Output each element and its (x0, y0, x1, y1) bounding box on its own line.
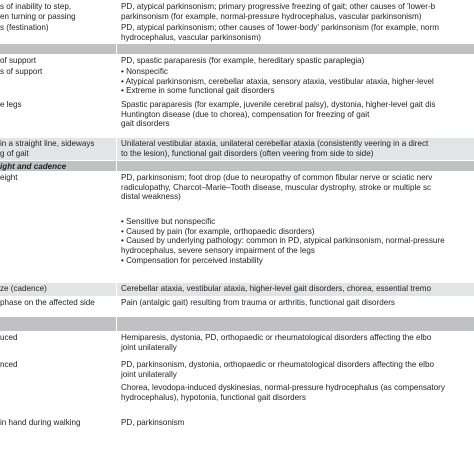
disorder-text-line: Cerebellar ataxia, vestibular ataxia, higher-level gait disorders, chorea, essential tremo (121, 284, 431, 293)
section-header-row (0, 160, 474, 171)
disorder-text-line: Huntington disease (due to chorea), compensation for freezing of gait (121, 109, 370, 119)
disorder-cell (121, 418, 474, 428)
disorder-text-line: • Caused by underlying pathology: common in PD, atypical parkinsonism, normal-pressure (121, 236, 445, 246)
sign-cell (0, 139, 108, 158)
disorder-text-line: hydrocephalus), hypotonia, functional gait disorders (121, 392, 306, 402)
disorder-text-line: Pain (antalgic gait) resulting from trauma or arthritis, functional gait disorders (121, 298, 395, 307)
table-row (0, 65, 474, 98)
disorder-cell (121, 23, 474, 42)
sign-text-line: eight (0, 173, 18, 182)
sign-cell (0, 360, 108, 370)
sign-text-line (0, 217, 108, 227)
disorder-cell (121, 67, 474, 96)
disorder-text-line: hydrocephalus, vascular parkinsonism) (121, 32, 261, 42)
disorder-text-line: parkinsonism (for example, normal-pressure hydrocephalus, vascular parkinsonism) (121, 11, 422, 21)
sign-text-line: in a straight line, sideways (0, 139, 95, 148)
disorder-text-line: to the lesion), functional gait disorders (often veering from side to side) (121, 148, 374, 158)
sign-text-line: e legs (0, 100, 22, 109)
section-band (0, 316, 474, 331)
disorder-text-line: • Nonspecific (121, 67, 168, 76)
sign-text-line: s (festination) (0, 23, 49, 32)
table-row (0, 54, 474, 65)
disorder-cell (121, 284, 474, 294)
table-row (0, 358, 474, 381)
disorder-text-line: PD, parkinsonism, dystonia, orthopaedic or rheumatological disorders affecting the elbo (121, 360, 434, 369)
disorder-text-line: • Extreme in some functional gait disorders (121, 86, 275, 96)
sign-text-line: nced (0, 360, 18, 369)
disorder-text-line: radiculopathy, Charcot–Marie–Tooth disease, muscular dystrophy, stroke or multiple sc (121, 182, 432, 192)
disorder-cell (121, 2, 474, 21)
table-row (0, 171, 474, 215)
sign-cell (0, 2, 108, 21)
table-row (0, 296, 474, 316)
sign-cell (0, 56, 108, 65)
table-row (0, 282, 474, 296)
sign-cell (0, 333, 108, 343)
sign-cell (0, 284, 108, 294)
sign-text-line: ze (cadence) (0, 284, 47, 293)
disorder-text-line: distal weakness) (121, 192, 181, 202)
disorder-text-line: • Caused by pain (for example, orthopaedic disorders) (121, 226, 315, 236)
disorder-cell (121, 298, 474, 308)
disorder-text-line: Unilateral vestibular ataxia, unilateral cerebellar ataxia (consistently veering in a direct (121, 139, 429, 148)
disorder-cell (121, 139, 474, 158)
disorder-cell (121, 360, 474, 379)
sign-text-line: in hand during walking (0, 418, 81, 427)
table-row (0, 416, 474, 454)
disorder-text-line: • Compensation for perceived instability (121, 255, 263, 265)
sign-text-line: en turning or passing (0, 11, 76, 21)
disorder-text-line: Spastic paraparesis (for example, juvenile cerebral palsy), dystonia, higher-level gait dis (121, 100, 436, 109)
sign-text-line: phase on the affected side (0, 298, 95, 307)
disorder-cell (121, 217, 474, 265)
table-row (0, 215, 474, 282)
disorder-text-line: PD, parkinsonism; foot drop (due to neuropathy of common fibular nerve or sciatic nerv (121, 173, 433, 182)
sign-cell (0, 100, 108, 110)
table-row (0, 381, 474, 416)
disorder-text-line: PD, parkinsonism (121, 418, 185, 427)
sign-cell (0, 418, 108, 428)
sign-cell (0, 217, 108, 227)
sign-cell (0, 298, 108, 308)
disorder-text-line: • Atypical parkinsonism, cerebellar ataxia, sensory ataxia, vestibular ataxia, higher-level (121, 76, 434, 86)
sign-cell (0, 67, 108, 77)
table-row (0, 137, 474, 160)
disorder-cell (121, 56, 474, 65)
sign-text-line: s of support (0, 67, 43, 76)
section-band (0, 43, 474, 54)
disorder-text-line: joint unilaterally (121, 342, 177, 352)
disorder-text-line: PD, spastic paraparesis (for example, hereditary spastic paraplegia) (121, 56, 365, 65)
disorder-text-line: PD, atypical parkinsonism; other causes of 'lower-body' parkinsonism (for example, norm (121, 23, 439, 32)
disorder-text-line: hydrocephalus, severe sensory impairment of the legs (121, 246, 315, 256)
disorder-text-line: gait disorders (121, 119, 170, 129)
disorder-cell (121, 100, 474, 129)
disorder-text-line: PD, atypical parkinsonism; primary progressive freezing of gait; other causes of 'lower-b (121, 2, 436, 11)
sign-text-line: s of inability to step, (0, 2, 72, 11)
sign-text-line: g of gait (0, 148, 29, 158)
sign-cell (0, 173, 108, 183)
table-row (0, 98, 474, 137)
disorder-cell (121, 333, 474, 352)
disorder-text-line: Chorea, levodopa-induced dyskinesias, normal-pressure hydrocephalus (as compensatory (121, 383, 445, 392)
table-row (0, 21, 474, 43)
disorder-text-line: joint unilaterally (121, 369, 177, 379)
disorder-cell (121, 173, 474, 202)
table-row (0, 331, 474, 358)
disorder-cell (121, 383, 474, 402)
sign-cell (0, 23, 108, 33)
sign-text-line: of support (0, 56, 36, 65)
table-row (0, 0, 474, 21)
sign-text-line (0, 383, 108, 393)
sign-text-line: uced (0, 333, 18, 342)
disorder-text-line: Hemiparesis, dystonia, PD, orthopaedic or rheumatological disorders affecting the elbo (121, 333, 432, 342)
disorder-text-line: • Sensitive but nonspecific (121, 217, 216, 226)
column-divider (116, 0, 117, 474)
section-title: ight and cadence (0, 162, 67, 171)
sign-cell (0, 383, 108, 393)
